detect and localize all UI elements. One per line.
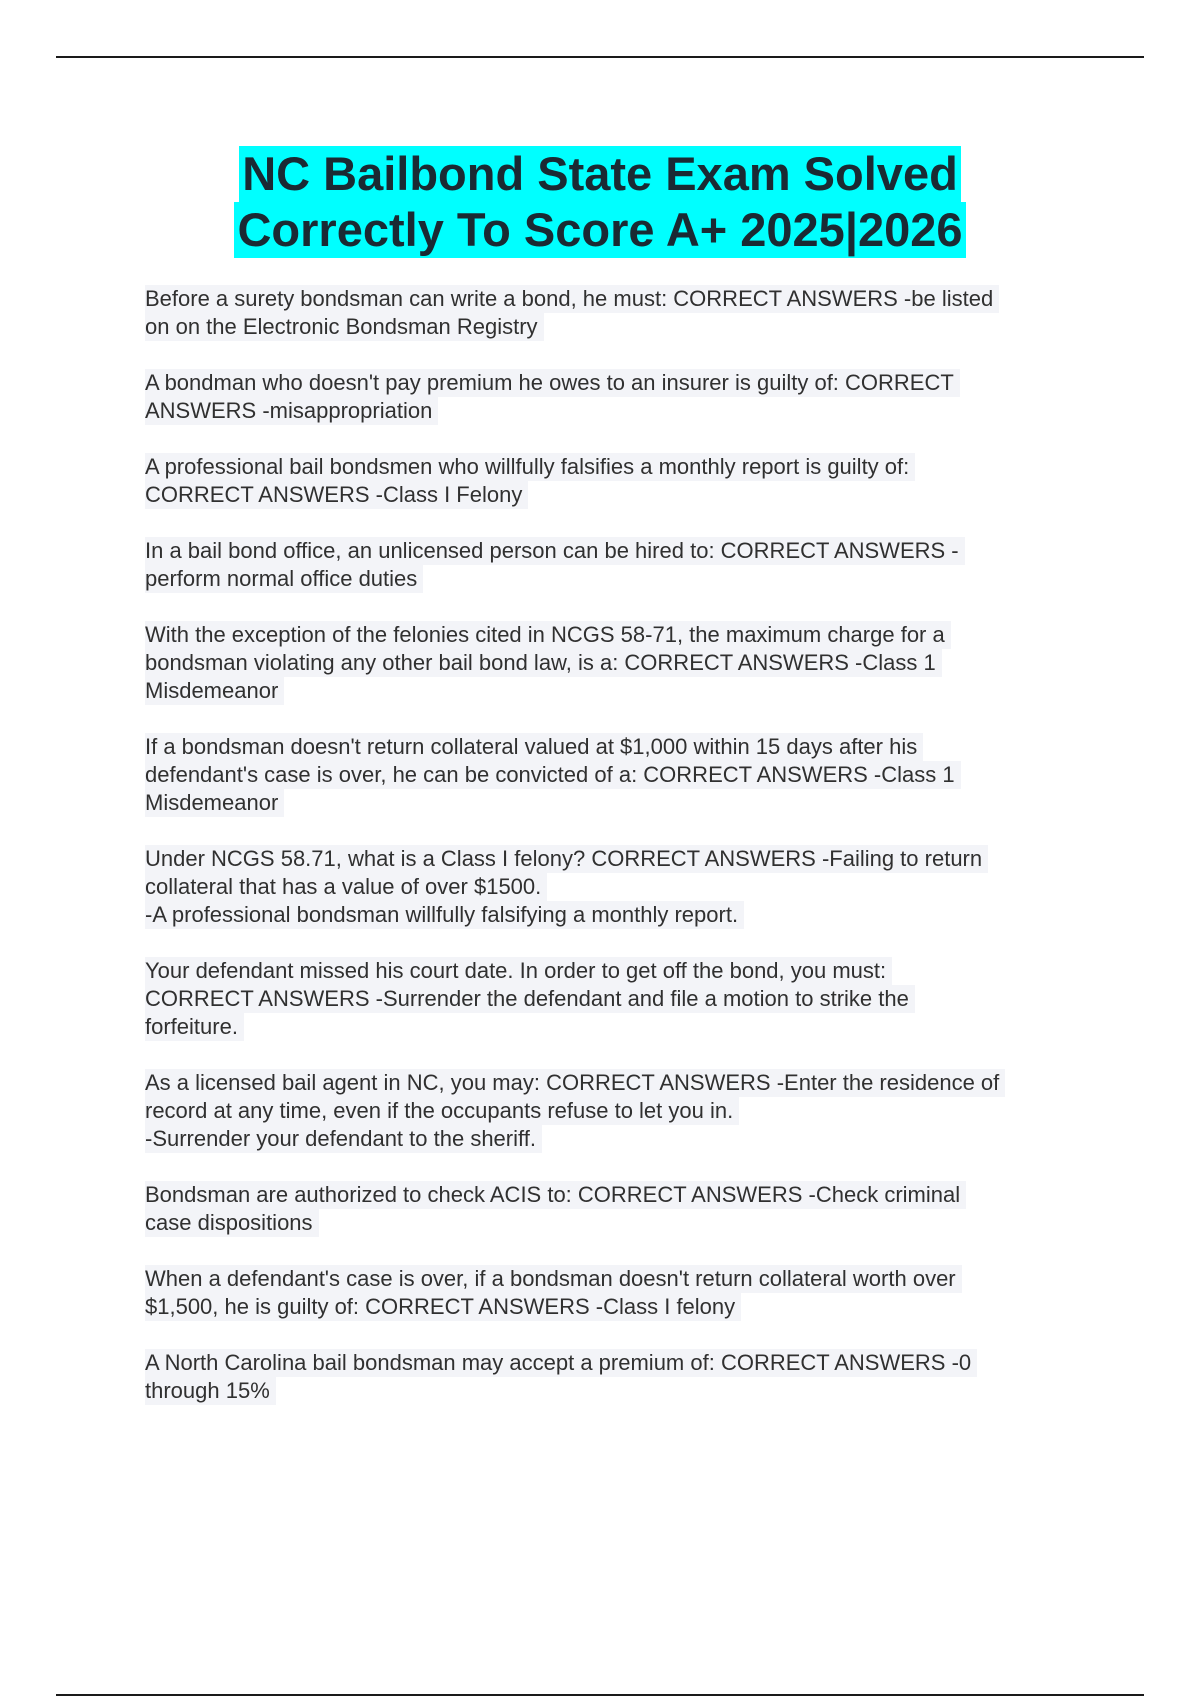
qa-line: Your defendant missed his court date. In order to get off the bond, you must: xyxy=(145,957,892,985)
qa-line: perform normal office duties xyxy=(145,565,423,593)
qa-line: Under NCGS 58.71, what is a Class I felony? CORRECT ANSWERS -Failing to return xyxy=(145,845,988,873)
document-title xyxy=(0,146,1200,258)
qa-line: CORRECT ANSWERS -Surrender the defendant and file a motion to strike the xyxy=(145,985,915,1013)
qa-line: collateral that has a value of over $1500. xyxy=(145,873,547,901)
qa-item xyxy=(145,957,1095,1041)
qa-item xyxy=(145,621,1095,705)
qa-line: bondsman violating any other bail bond law, is a: CORRECT ANSWERS -Class 1 xyxy=(145,649,942,677)
qa-item xyxy=(145,1069,1095,1153)
qa-item xyxy=(145,537,1095,593)
qa-line: forfeiture. xyxy=(145,1013,244,1041)
qa-line: defendant's case is over, he can be convicted of a: CORRECT ANSWERS -Class 1 xyxy=(145,761,961,789)
qa-line: -A professional bondsman willfully falsifying a monthly report. xyxy=(145,901,744,929)
qa-item xyxy=(145,845,1095,929)
qa-line: on on the Electronic Bondsman Registry xyxy=(145,313,544,341)
qa-item xyxy=(145,1265,1095,1321)
qa-line: $1,500, he is guilty of: CORRECT ANSWERS -Class I felony xyxy=(145,1293,741,1321)
qa-line: CORRECT ANSWERS -Class I Felony xyxy=(145,481,528,509)
qa-line: Misdemeanor xyxy=(145,789,284,817)
qa-line: A bondman who doesn't pay premium he owes to an insurer is guilty of: CORRECT xyxy=(145,369,960,397)
qa-list xyxy=(145,285,1095,1433)
qa-item xyxy=(145,369,1095,425)
title-line-2: Correctly To Score A+ 2025|2026 xyxy=(234,202,965,258)
qa-line: -Surrender your defendant to the sheriff. xyxy=(145,1125,542,1153)
qa-line: Misdemeanor xyxy=(145,677,284,705)
qa-line: case dispositions xyxy=(145,1209,319,1237)
qa-line: A North Carolina bail bondsman may accept a premium of: CORRECT ANSWERS -0 xyxy=(145,1349,977,1377)
title-line-1: NC Bailbond State Exam Solved xyxy=(239,146,961,202)
qa-line: As a licensed bail agent in NC, you may: CORRECT ANSWERS -Enter the residence of xyxy=(145,1069,1005,1097)
qa-line: Before a surety bondsman can write a bond, he must: CORRECT ANSWERS -be listed xyxy=(145,285,999,313)
qa-item xyxy=(145,285,1095,341)
qa-line: When a defendant's case is over, if a bondsman doesn't return collateral worth over xyxy=(145,1265,962,1293)
qa-line: In a bail bond office, an unlicensed person can be hired to: CORRECT ANSWERS - xyxy=(145,537,965,565)
qa-item xyxy=(145,1349,1095,1405)
qa-item xyxy=(145,453,1095,509)
qa-line: If a bondsman doesn't return collateral valued at $1,000 within 15 days after his xyxy=(145,733,923,761)
qa-line: through 15% xyxy=(145,1377,276,1405)
qa-line: A professional bail bondsmen who willfully falsifies a monthly report is guilty of: xyxy=(145,453,915,481)
qa-item xyxy=(145,1181,1095,1237)
qa-line: ANSWERS -misappropriation xyxy=(145,397,438,425)
qa-item xyxy=(145,733,1095,817)
bottom-rule xyxy=(56,1694,1144,1696)
qa-line: With the exception of the felonies cited in NCGS 58-71, the maximum charge for a xyxy=(145,621,951,649)
qa-line: Bondsman are authorized to check ACIS to: CORRECT ANSWERS -Check criminal xyxy=(145,1181,966,1209)
top-rule xyxy=(56,56,1144,58)
qa-line: record at any time, even if the occupants refuse to let you in. xyxy=(145,1097,739,1125)
